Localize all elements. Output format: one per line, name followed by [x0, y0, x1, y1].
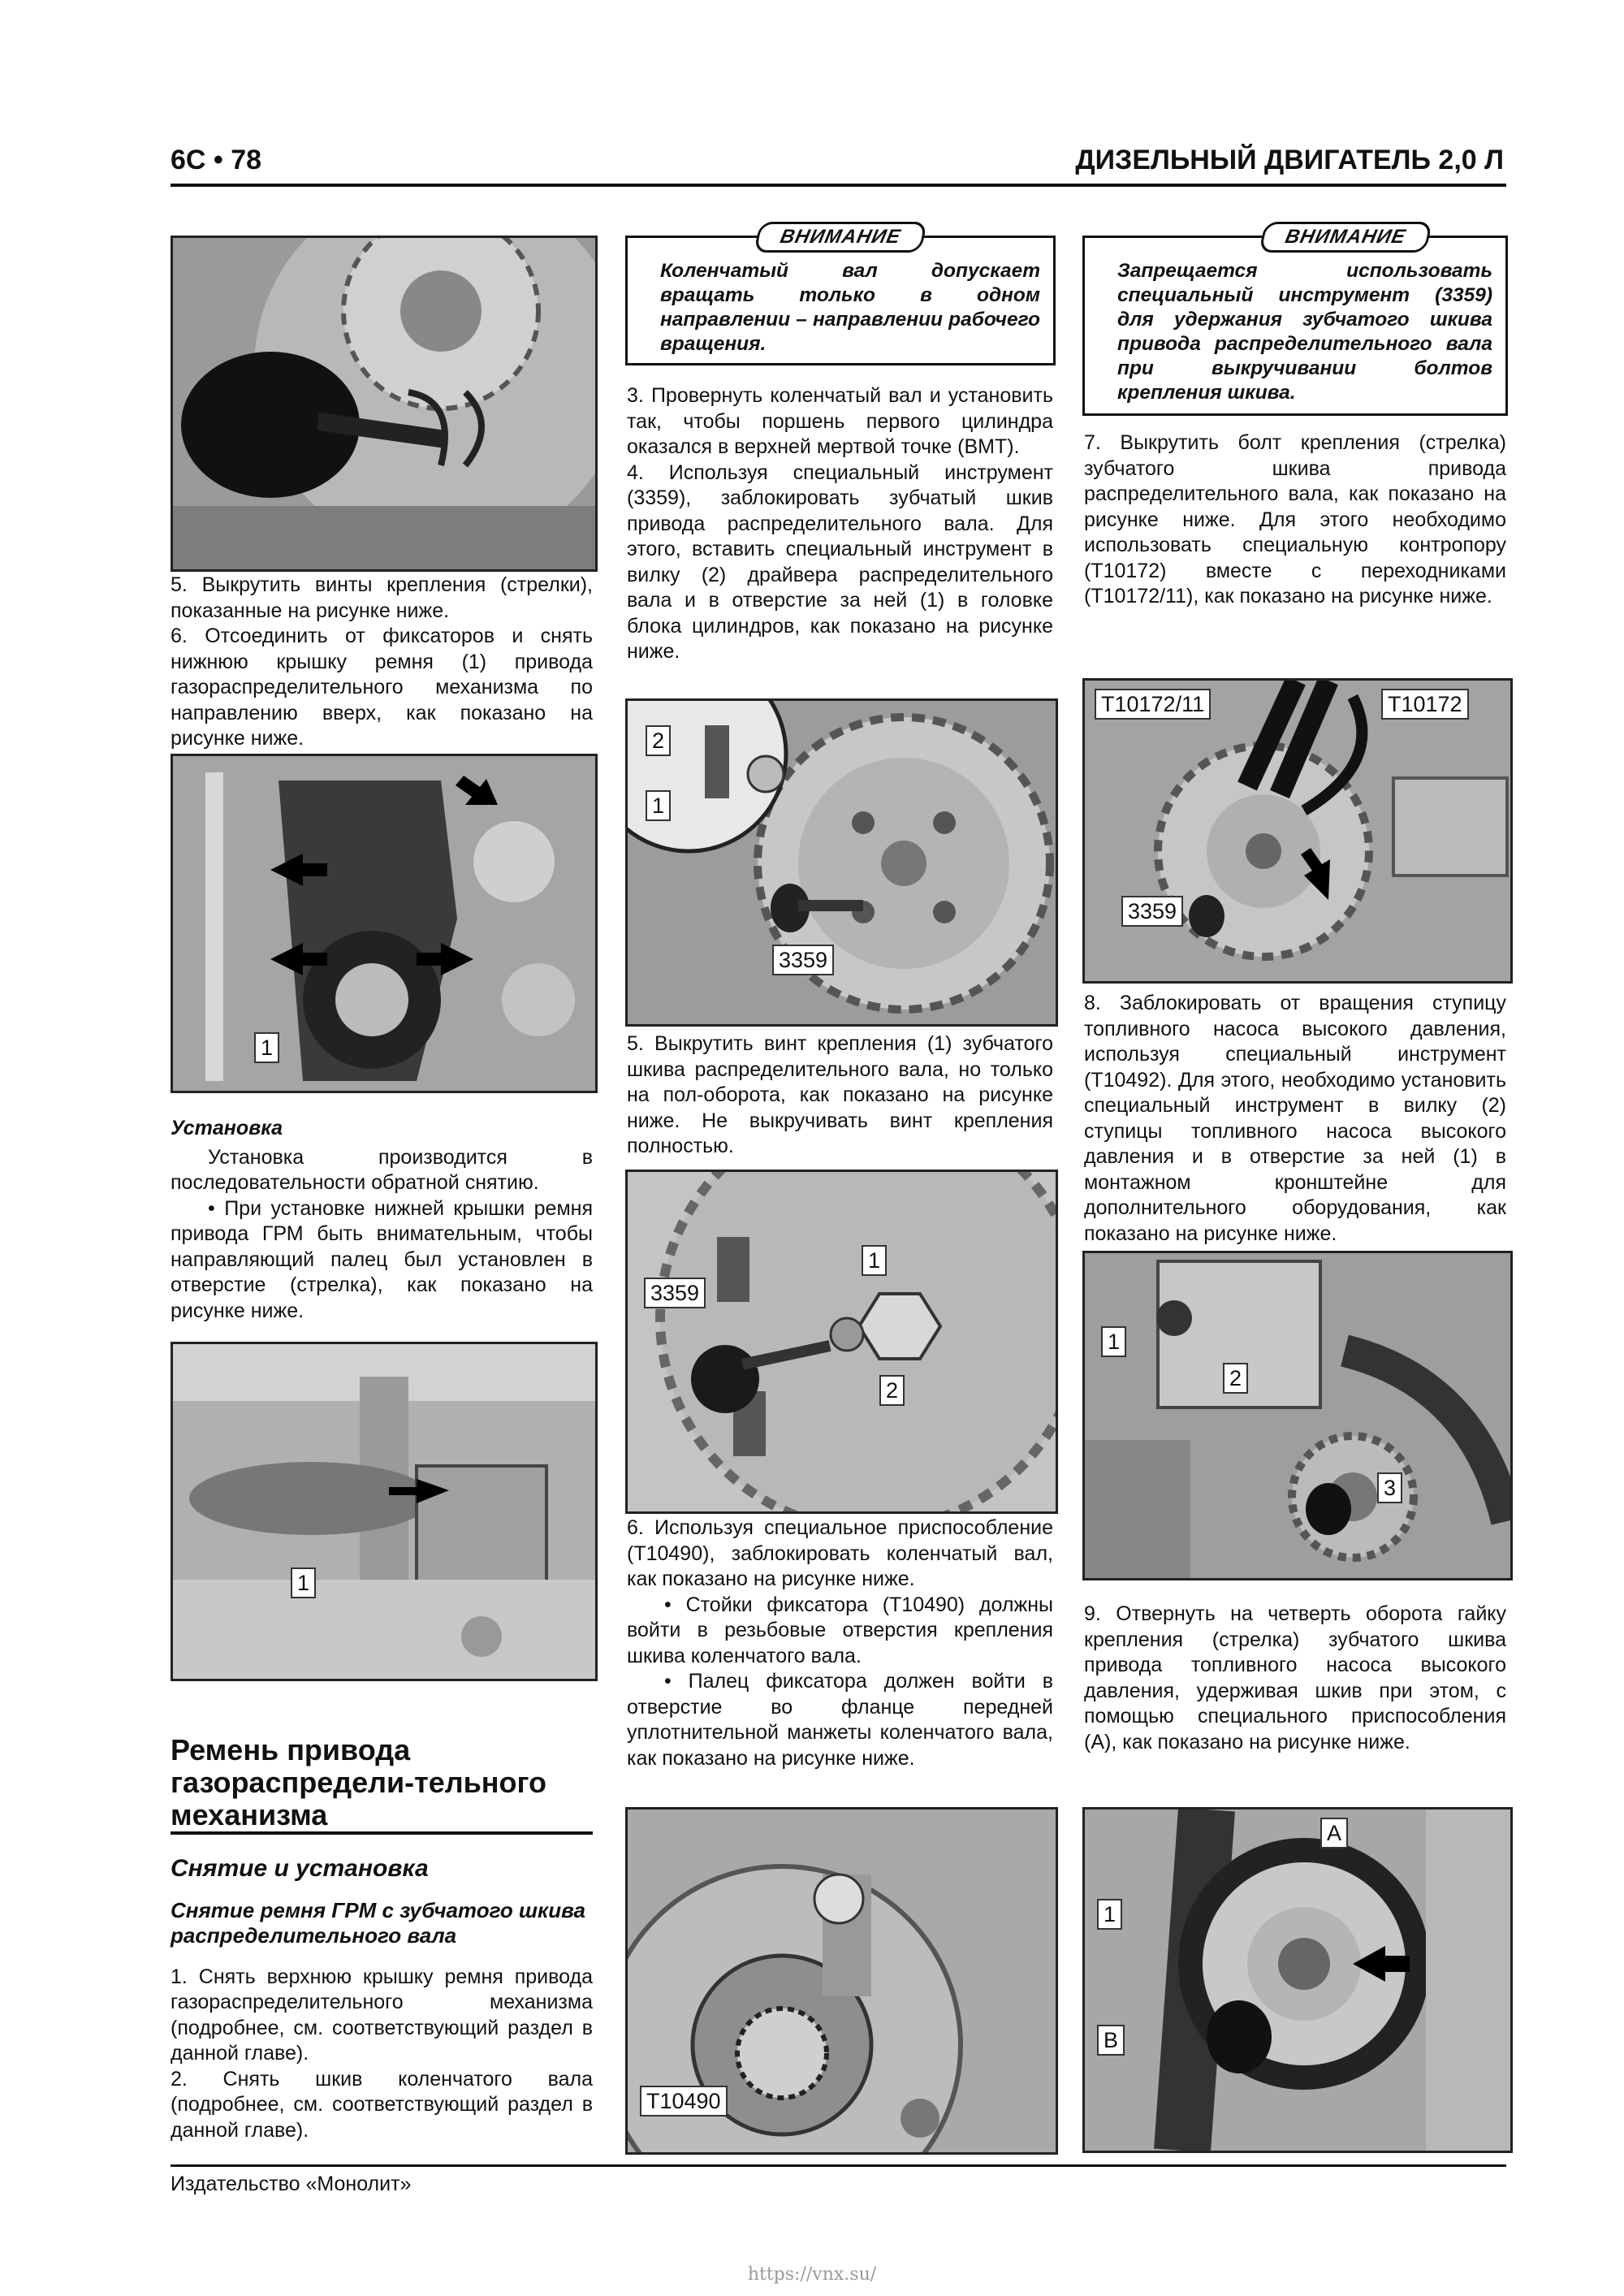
figure-camshaft-wrench [171, 236, 598, 572]
tool-label: 3359 [772, 945, 834, 975]
tool-label: T10490 [640, 2086, 728, 2117]
section-rule [171, 1831, 593, 1835]
warning-title: ВНИМАНИЕ [1259, 222, 1432, 253]
figure-pump-sprocket [1082, 1807, 1513, 2153]
tool-label: T10172/11 [1095, 689, 1211, 720]
col3-text-c [1084, 1602, 1506, 1755]
footer-rule [171, 2164, 1506, 2167]
install-heading: Установка [171, 1117, 283, 1139]
figure-label: 3 [1377, 1472, 1402, 1503]
col1-text-c [171, 1734, 593, 1831]
removal-step-1: 1. Снять верхнюю крышку ремня привода газораспределительного механизма (подробнее, см. соответствующий раздел в данной главе). [171, 1965, 593, 2065]
col2-text-a [627, 383, 1053, 665]
col3-text-b [1084, 991, 1506, 1247]
step-6b: 6. Используя специальное приспособление (T10490), заблокировать коленчатый вал, как показано на рисунке ниже. [627, 1516, 1053, 1590]
step-5: 5. Выкрутить винты крепления (стрелки), показанные на рисунке ниже. [171, 573, 593, 622]
subsection-title: Снятие и установка [171, 1855, 429, 1882]
figure-label: 2 [879, 1375, 905, 1406]
tool-label: 3359 [1121, 896, 1183, 927]
warning-title: ВНИМАНИЕ [754, 222, 927, 253]
figure-label: 1 [254, 1032, 279, 1063]
warning-text: Запрещается использовать специальный инструмент (3359) для удержания зубчатого шкива привода распределительного вала при выкручивании болтов крепления шкива. [1117, 260, 1492, 404]
warning-text: Коленчатый вал допускает вращать только в одном направлении – направлении рабочего вращения. [660, 260, 1040, 355]
step-6b-note-1: • Стойки фиксатора (T10490) должны войти в резьбовые отверстия крепления шкива коленчатого вала. [627, 1593, 1053, 1667]
col1-text-d [171, 1856, 593, 2143]
page-number: 6C • 78 [171, 145, 262, 175]
col2-text-c [627, 1516, 1053, 1771]
step-8: 8. Заблокировать от вращения ступицу топливного насоса высокого давления, используя специальный инструмент (T10492). Для этого, необходимо установить специальный инструмент в вилку (2) ступицы топливного насоса высокого давления и в отверстие за ней (1) в монтажном кронштейне для дополнительного оборудования, как показано на рисунке ниже. [1084, 992, 1506, 1245]
figure-guide-pin [171, 1342, 598, 1681]
step-6b-note-2: • Палец фиксатора должен войти в отверстие во фланце передней уплотнительной манжеты коленчатого вала, как показано на рисунке ниже. [627, 1670, 1053, 1770]
tool-label: 3359 [644, 1278, 706, 1308]
subsubsection-title: Снятие ремня ГРМ с зубчатого шкива распределительного вала [171, 1897, 585, 1948]
figure-label: 1 [291, 1567, 316, 1598]
figure-camshaft-lock [625, 698, 1058, 1027]
section-title: Ремень привода газораспредели-тельного механизма [171, 1733, 546, 1831]
col3-text-a [1084, 430, 1506, 610]
step-5b: 5. Выкрутить винт крепления (1) зубчатого шкива распределительного вала, но только на пол-оборота, как показано на рисунке ниже. Не выкручивать винт крепления полностью. [627, 1032, 1053, 1157]
tool-label: T10172 [1381, 689, 1469, 720]
step-6: 6. Отсоединить от фиксаторов и снять нижнюю крышку ремня (1) привода газораспределительного механизма по направлению вверх, как показано на рисунке ниже. [171, 625, 593, 750]
removal-step-2: 2. Снять шкив коленчатого вала (подробнее, см. соответствующий раздел в данной главе). [171, 2067, 593, 2142]
col2-text-b [627, 1031, 1053, 1160]
step-9: 9. Отвернуть на четверть оборота гайку крепления (стрелка) зубчатого шкива привода топливного насоса высокого давления, удерживая шкив при этом, с помощью специального приспособления (A), как показано на рисунке ниже. [1084, 1602, 1506, 1753]
chapter-title: ДИЗЕЛЬНЫЙ ДВИГАТЕЛЬ 2,0 Л [1075, 145, 1504, 175]
step-7: 7. Выкрутить болт крепления (стрелка) зубчатого шкива привода распределительного вала, как показано на рисунке ниже. Для этого необходимо использовать специальную контропору (T10172) вместе с переходниками (T10172/11), как показано на рисунке ниже. [1084, 431, 1506, 608]
figure-label: 1 [1097, 1899, 1122, 1930]
step-3: 3. Провернуть коленчатый вал и установить так, чтобы поршень первого цилиндра оказался в верхней мертвой точке (ВМТ). [627, 384, 1053, 458]
install-text-1: Установка производится в последовательности обратной снятию. [171, 1145, 593, 1194]
col1-text-b [171, 1116, 593, 1324]
figure-label: A [1320, 1818, 1348, 1848]
figure-label: 2 [1223, 1363, 1248, 1394]
install-text-2: • При установке нижней крышки ремня привода ГРМ быть внимательным, чтобы направляющий палец был установлен в отверстие (стрелка), как показано на рисунке ниже. [171, 1196, 593, 1322]
watermark-url[interactable]: https://vnx.su/ [747, 2264, 877, 2285]
figure-label: 1 [646, 790, 671, 821]
figure-label: 2 [646, 725, 671, 756]
figure-counterhold [1082, 678, 1513, 984]
warning-box-1 [625, 226, 1056, 365]
publisher: Издательство «Монолит» [171, 2173, 412, 2195]
warning-box-2 [1082, 226, 1508, 416]
figure-lower-cover [171, 754, 598, 1093]
header-rule [171, 184, 1506, 187]
figure-crankshaft-lock [625, 1807, 1058, 2155]
figure-pump-hub-lock [1082, 1251, 1513, 1580]
figure-label: 1 [862, 1245, 887, 1276]
step-4: 4. Используя специальный инструмент (3359), заблокировать зубчатый шкив привода распределительного вала. Для этого, вставить специальный инструмент в вилку (2) драйвера распределительного вала и в отверстие за ней (1) в головке блока цилиндров, как показано на рисунке ниже. [627, 460, 1053, 663]
figure-sprocket-bolt [625, 1170, 1058, 1514]
figure-label: B [1097, 2025, 1125, 2056]
col1-text-a [171, 573, 593, 752]
figure-label: 1 [1101, 1326, 1126, 1357]
